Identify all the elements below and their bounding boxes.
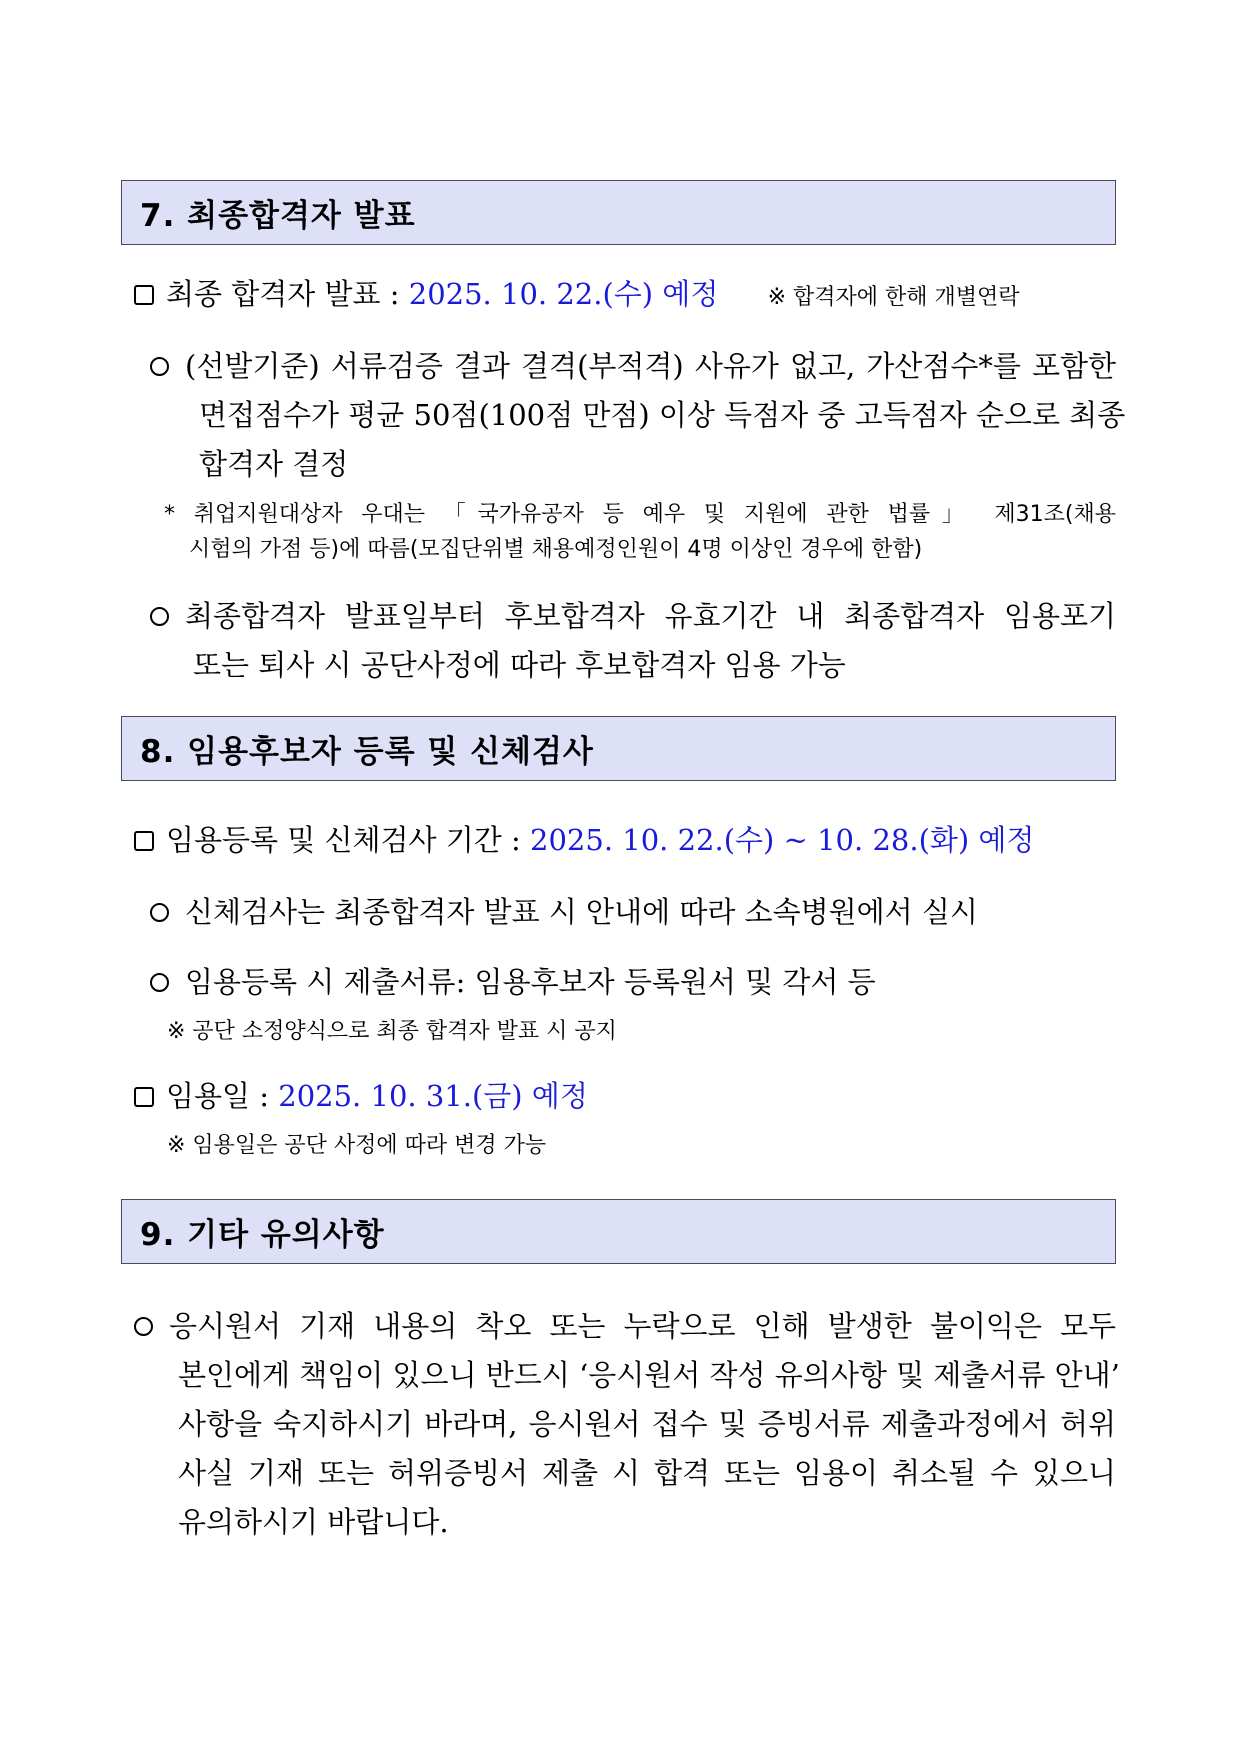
caution-line: 사항을 숙지하시기 바라며, 응시원서 접수 및 증빙서류 제출과정에서 허위	[178, 1407, 1116, 1441]
docs-line: 임용등록 시 제출서류: 임용후보자 등록원서 및 각서 등	[150, 964, 876, 1000]
section-8-header	[121, 716, 1116, 781]
checkbox-square-icon	[134, 285, 154, 305]
hollow-circle-bullet-icon	[134, 1317, 153, 1336]
criteria-line: 합격자 결정	[199, 447, 349, 481]
hollow-circle-bullet-icon	[150, 607, 169, 626]
criteria-line: 면접점수가 평균 50점(100점 만점) 이상 득점자 중 고득점자 순으로 최종	[199, 398, 1126, 432]
section-7-header	[121, 180, 1116, 245]
criteria-line: (선발기준) 서류검증 결과 결격(부적격) 사유가 없고, 가산점수*를 포함한	[150, 342, 1116, 391]
caution-block	[134, 1302, 1120, 1547]
hollow-circle-bullet-icon	[150, 357, 169, 376]
section-8-title: 8. 임용후보자 등록 및 신체검사	[140, 734, 594, 770]
reserve-line: 최종합격자 발표일부터 후보합격자 유효기간 내 최종합격자 임용포기	[150, 592, 1116, 641]
appoint-note: ※ 임용일은 공단 사정에 따라 변경 가능	[167, 1133, 547, 1158]
caution-line: 유의하시기 바랍니다.	[178, 1505, 449, 1539]
announce-note: ※ 합격자에 한해 개별연락	[767, 285, 1020, 310]
final-announce-line	[134, 276, 1020, 316]
checkbox-square-icon	[134, 1087, 154, 1107]
caution-line: 본인에게 책임이 있으니 반드시 ‘응시원서 작성 유의사항 및 제출서류 안내’	[178, 1358, 1120, 1392]
period-label: 임용등록 및 신체검사 기간 :	[166, 823, 531, 857]
reserve-line: 또는 퇴사 시 공단사정에 따라 후보합격자 임용 가능	[193, 648, 846, 682]
appoint-line	[134, 1078, 588, 1114]
reserve-block	[150, 592, 1116, 690]
announce-date: 2025. 10. 22.(수) 예정	[408, 277, 719, 311]
appoint-label: 임용일 :	[166, 1079, 279, 1113]
section-7-title: 7. 최종합격자 발표	[140, 198, 416, 234]
criteria-block	[150, 342, 1126, 489]
section-9-title: 9. 기타 유의사항	[140, 1217, 385, 1253]
period-line	[134, 822, 1034, 858]
hollow-circle-bullet-icon	[150, 973, 169, 992]
caution-line: 응시원서 기재 내용의 착오 또는 누락으로 인해 발생한 불이익은 모두	[134, 1302, 1116, 1351]
docs-note: ※ 공단 소정양식으로 최종 합격자 발표 시 공지	[167, 1019, 617, 1044]
period-date: 2025. 10. 22.(수) ~ 10. 28.(화) 예정	[530, 823, 1035, 857]
checkbox-square-icon	[134, 831, 154, 851]
footnote-line: 시험의 가점 등)에 따름(모집단위별 채용예정인원이 4명 이상인 경우에 한함)	[189, 537, 923, 562]
announce-label: 최종 합격자 발표 :	[166, 277, 409, 311]
hollow-circle-bullet-icon	[150, 903, 169, 922]
section-9-header	[121, 1199, 1116, 1264]
caution-line: 사실 기재 또는 허위증빙서 제출 시 합격 또는 임용이 취소될 수 있으니	[178, 1456, 1116, 1490]
footnote-line: * 취업지원대상자 우대는 「국가유공자 등 예우 및 지원에 관한 법률」 제31조(채용	[164, 502, 1116, 527]
exam-line: 신체검사는 최종합격자 발표 시 안내에 따라 소속병원에서 실시	[150, 894, 978, 930]
appoint-date: 2025. 10. 31.(금) 예정	[278, 1079, 588, 1113]
